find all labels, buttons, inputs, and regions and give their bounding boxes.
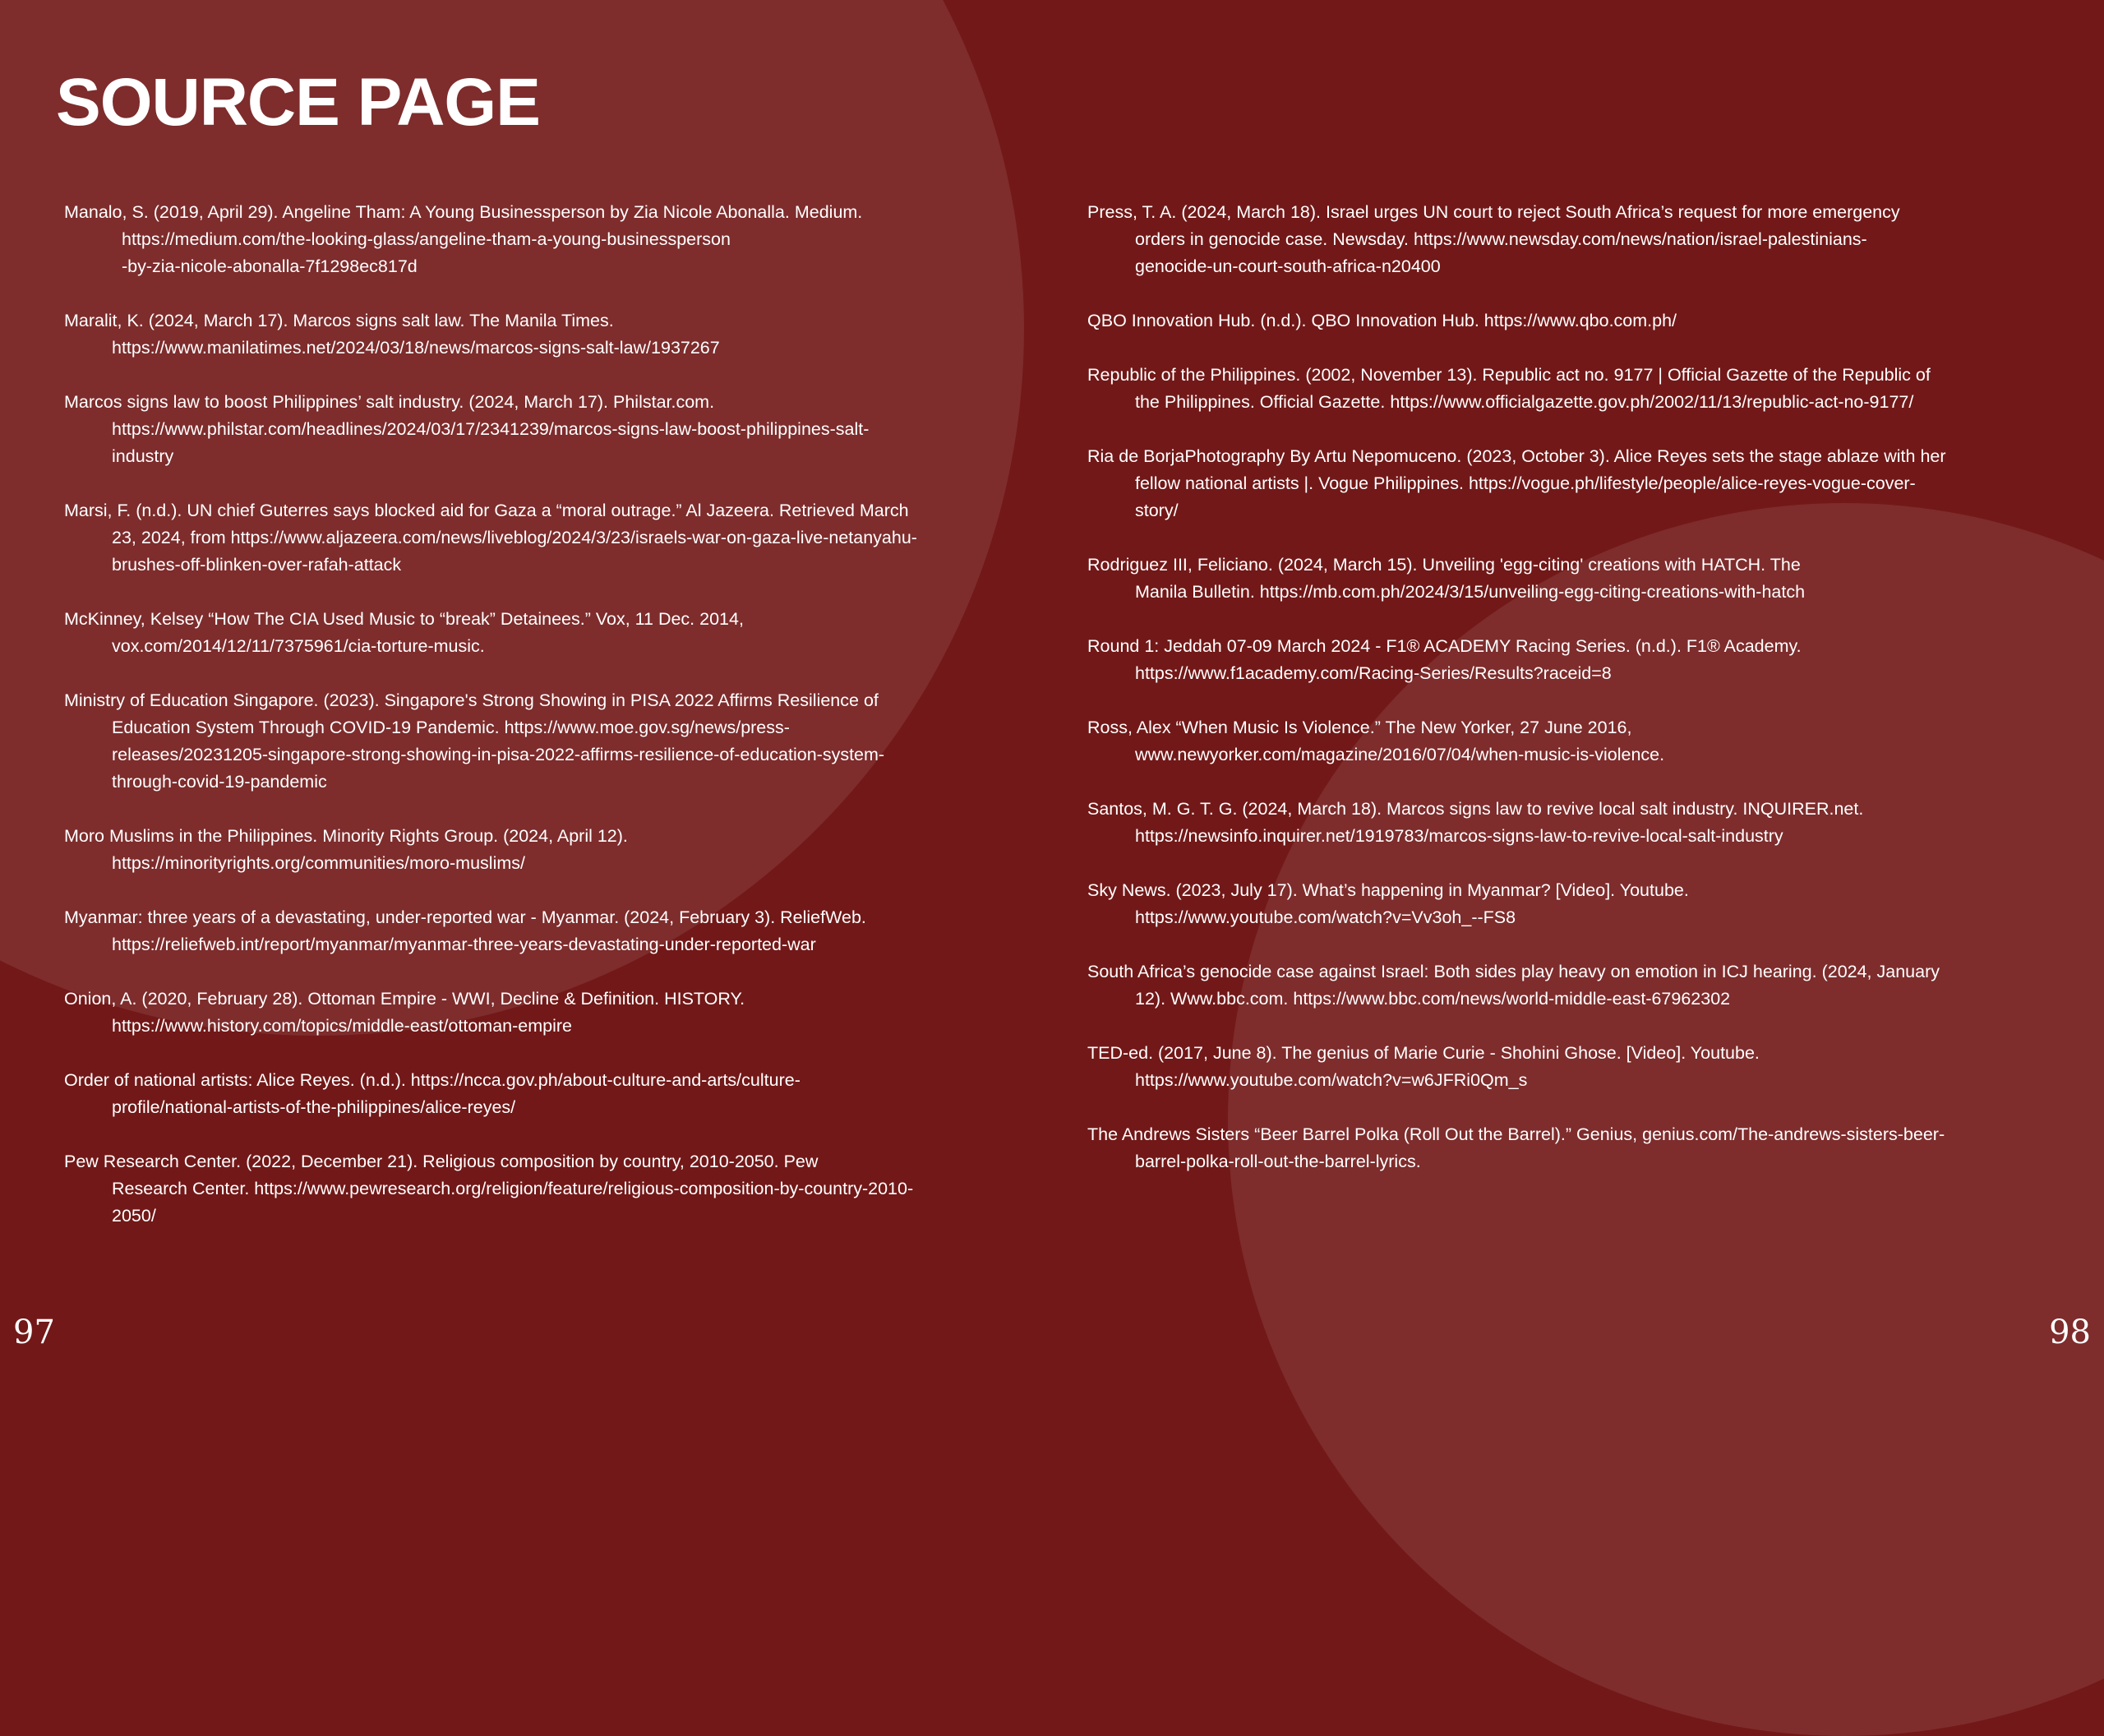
page-number-left: 97 (13, 1314, 55, 1351)
reference-continuation: vox.com/2014/12/11/7375961/cia-torture-music. (112, 636, 485, 656)
reference-first-line: Press, T. A. (2024, March 18). Israel urges UN court to reject South Africa’s request for more emergency (1087, 202, 1900, 222)
reference-entry (1087, 796, 2041, 850)
reference-continuation: orders in genocide case. Newsday. https://www.newsday.com/news/nation/israel-palestinians- genocide-un-court-south-africa-n20400 (1135, 229, 1867, 276)
reference-continuation: https://minorityrights.org/communities/moro-muslims/ (112, 853, 525, 873)
reference-entry (64, 199, 1026, 280)
reference-continuation: profile/national-artists-of-the-philippines/alice-reyes/ (112, 1097, 516, 1117)
reference-entry (64, 307, 1026, 362)
reference-continuation: 12). Www.bbc.com. https://www.bbc.com/news/world-middle-east-67962302 (1135, 989, 1731, 1009)
reference-first-line: Santos, M. G. T. G. (2024, March 18). Marcos signs law to revive local salt industry. INQUIRER.net. (1087, 799, 1864, 819)
reference-entry (1087, 1040, 2041, 1094)
reference-entry (64, 389, 1026, 470)
reference-continuation: https://www.youtube.com/watch?v=Vv3oh_--FS8 (1135, 907, 1516, 927)
reference-continuation: https://www.f1academy.com/Racing-Series/Results?raceid=8 (1135, 663, 1612, 683)
reference-continuation: https://www.manilatimes.net/2024/03/18/news/marcos-signs-salt-law/1937267 (112, 338, 720, 358)
reference-entry (64, 606, 1026, 660)
page-number-right: 98 (2049, 1314, 2091, 1351)
reference-entry (1087, 633, 2041, 687)
references-left-column (64, 199, 1026, 1257)
reference-first-line: Ministry of Education Singapore. (2023). Singapore's Strong Showing in PISA 2022 Affirms Resilience of (64, 690, 879, 710)
reference-continuation: Research Center. https://www.pewresearch.org/religion/feature/religious-composition-by-country-2010- 2050/ (112, 1179, 914, 1226)
reference-first-line: Myanmar: three years of a devastating, under-reported war - Myanmar. (2024, February 3). ReliefWeb. (64, 907, 866, 927)
reference-first-line: Sky News. (2023, July 17). What’s happening in Myanmar? [Video]. Youtube. (1087, 880, 1689, 900)
reference-entry (1087, 1121, 2041, 1175)
reference-entry (1087, 362, 2041, 416)
reference-continuation: barrel-polka-roll-out-the-barrel-lyrics. (1135, 1152, 1421, 1171)
reference-first-line: Manalo, S. (2019, April 29). Angeline Tham: A Young Businessperson by Zia Nicole Abonalla. Medium. (64, 202, 863, 222)
reference-entry (64, 687, 1026, 796)
reference-continuation: https://www.youtube.com/watch?v=w6JFRi0Qm_s (1135, 1070, 1528, 1090)
reference-entry (64, 1148, 1026, 1230)
reference-entry (64, 986, 1026, 1040)
reference-continuation: https://reliefweb.int/report/myanmar/myanmar-three-years-devastating-under-reported-war (112, 935, 816, 954)
reference-entry (64, 497, 1026, 579)
reference-first-line: Onion, A. (2020, February 28). Ottoman Empire - WWI, Decline & Definition. HISTORY. (64, 989, 745, 1009)
reference-first-line: South Africa’s genocide case against Israel: Both sides play heavy on emotion in ICJ hearing. (2024, January (1087, 962, 1940, 981)
reference-first-line: QBO Innovation Hub. (n.d.). QBO Innovation Hub. https://www.qbo.com.ph/ (1087, 311, 1677, 330)
reference-first-line: Ria de BorjaPhotography By Artu Nepomuceno. (2023, October 3). Alice Reyes sets the stage ablaze with her (1087, 446, 1946, 466)
reference-first-line: Moro Muslims in the Philippines. Minority Rights Group. (2024, April 12). (64, 826, 628, 846)
reference-continuation: fellow national artists |. Vogue Philippines. https://vogue.ph/lifestyle/people/alice-reyes-vogue-cover- story/ (1135, 473, 1916, 520)
reference-entry (1087, 714, 2041, 769)
reference-entry (64, 1067, 1026, 1121)
reference-continuation: https://www.history.com/topics/middle-east/ottoman-empire (112, 1016, 572, 1036)
reference-entry (1087, 877, 2041, 931)
reference-continuation: Education System Through COVID-19 Pandemic. https://www.moe.gov.sg/news/press- releases/20231205-singapore-strong-showing-in-pisa-2022-affirms-resilience-of-education-system- through-covid-19-pandemic (112, 718, 885, 792)
reference-first-line: Marsi, F. (n.d.). UN chief Guterres says blocked aid for Gaza a “moral outrage.” Al Jazeera. Retrieved March (64, 501, 909, 520)
reference-first-line: Rodriguez III, Feliciano. (2024, March 15). Unveiling 'egg-citing' creations with HATCH. The (1087, 555, 1801, 575)
reference-continuation: https://www.philstar.com/headlines/2024/03/17/2341239/marcos-signs-law-boost-philippines-salt- industry (112, 419, 870, 466)
reference-first-line: The Andrews Sisters “Beer Barrel Polka (Roll Out the Barrel).” Genius, genius.com/The-andrews-sisters-beer- (1087, 1124, 1945, 1144)
reference-first-line: Ross, Alex “When Music Is Violence.” The New Yorker, 27 June 2016, (1087, 718, 1632, 737)
reference-continuation: https://medium.com/the-looking-glass/angeline-tham-a-young-businessperson -by-zia-nicole-abonalla-7f1298ec817d (122, 229, 731, 276)
reference-continuation: Manila Bulletin. https://mb.com.ph/2024/3/15/unveiling-egg-citing-creations-with-hatch (1135, 582, 1806, 602)
reference-first-line: TED-ed. (2017, June 8). The genius of Marie Curie - Shohini Ghose. [Video]. Youtube. (1087, 1043, 1760, 1063)
reference-entry (64, 904, 1026, 958)
references-right-column (1087, 199, 2041, 1203)
reference-entry (1087, 552, 2041, 606)
reference-continuation: https://newsinfo.inquirer.net/1919783/marcos-signs-law-to-revive-local-salt-industry (1135, 826, 1783, 846)
reference-entry (1087, 307, 2041, 335)
reference-continuation: the Philippines. Official Gazette. https://www.officialgazette.gov.ph/2002/11/13/republic-act-no-9177/ (1135, 392, 1914, 412)
reference-continuation: www.newyorker.com/magazine/2016/07/04/when-music-is-violence. (1135, 745, 1665, 764)
reference-first-line: Republic of the Philippines. (2002, November 13). Republic act no. 9177 | Official Gazette of the Republic of (1087, 365, 1931, 385)
reference-entry (1087, 443, 2041, 524)
page-title: SOURCE PAGE (56, 65, 540, 140)
reference-first-line: Pew Research Center. (2022, December 21). Religious composition by country, 2010-2050. Pew (64, 1152, 819, 1171)
reference-first-line: Maralit, K. (2024, March 17). Marcos signs salt law. The Manila Times. (64, 311, 614, 330)
reference-first-line: Marcos signs law to boost Philippines’ salt industry. (2024, March 17). Philstar.com. (64, 392, 715, 412)
reference-continuation: 23, 2024, from https://www.aljazeera.com/news/liveblog/2024/3/23/israels-war-on-gaza-live-netanyahu- brushes-off-blinken-over-rafah-attack (112, 528, 917, 575)
reference-first-line: Round 1: Jeddah 07-09 March 2024 - F1® ACADEMY Racing Series. (n.d.). F1® Academy. (1087, 636, 1802, 656)
reference-entry (1087, 958, 2041, 1013)
reference-first-line: Order of national artists: Alice Reyes. (n.d.). https://ncca.gov.ph/about-culture-and-arts/culture- (64, 1070, 801, 1090)
reference-entry (1087, 199, 2041, 280)
reference-first-line: McKinney, Kelsey “How The CIA Used Music to “break” Detainees.” Vox, 11 Dec. 2014, (64, 609, 744, 629)
reference-entry (64, 823, 1026, 877)
